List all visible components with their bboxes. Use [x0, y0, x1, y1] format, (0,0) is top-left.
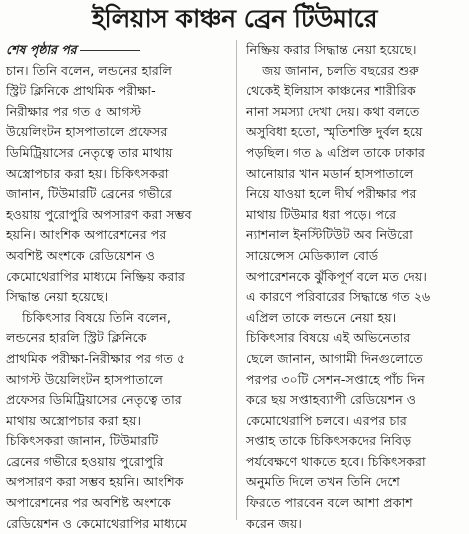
text-line: সিদ্ধান্ত নেয়া হয়েছে।: [6, 289, 109, 305]
right-column: [246, 40, 468, 534]
text-line: এপ্রিল তাকে লন্ডনে নেয়া হয়।: [246, 309, 397, 325]
text-line: নানা সমস্যা দেখা দেয়। কথা বলতে: [246, 103, 420, 119]
continued-rule: [80, 50, 140, 51]
text-line: এ কারণে পরিবারের সিদ্ধান্তে গত ২৬: [246, 289, 431, 305]
text-line: থেকেই ইলিয়াস কাঞ্চনের শারীরিক: [246, 83, 416, 99]
text-line: কেমোথেরাপির মাধ্যমে নিষ্ক্রিয় করার: [6, 268, 185, 284]
text-line: অস্ত্রোপচার করা হয়। চিকিৎসকরা: [6, 165, 169, 181]
text-line: অবশিষ্ট অংশকে রেডিয়েশন ও: [6, 247, 155, 263]
text-line: জয় জানান, চলতি বছরের শুরু: [246, 62, 419, 78]
text-line: চিকিৎসকরা জানান, টিউমারটি: [6, 433, 159, 449]
text-line: নিরীক্ষার পর গত ৫ আগস্ট: [6, 103, 142, 119]
text-line: মাথায় অস্ত্রোপচার করা হয়।: [6, 412, 142, 428]
headline: ইলিয়াস কাঞ্চন ব্রেন টিউমারে: [92, 4, 377, 33]
text-line: আনোয়ার খান মডার্ন হাসপাতালে: [246, 165, 414, 181]
text-line: সায়েন্সেস মেডিক্যাল বোর্ড: [246, 247, 379, 263]
text-line: হওয়ায় পুরোপুরি অপসারণ করা সম্ভব: [6, 206, 192, 222]
continued-from-label: [6, 40, 228, 61]
left-column: [6, 40, 228, 534]
text-line: করে ছয় সপ্তাহব্যাপী রেডিয়েশন ও: [246, 392, 417, 408]
text-line: পরপর ৩০টি সেশন-সপ্তাহে পাঁচ দিন: [246, 371, 425, 387]
text-line: চিকিৎসার বিষয়ে এই অভিনেতার: [246, 330, 411, 346]
text-line: কেমোথেরাপি চলবে। এরপর চার: [246, 412, 407, 428]
text-line: মাথায় টিউমার ধরা পড়ে। পরে: [246, 206, 397, 222]
text-line: জানান, টিউমারটি ব্রেনের গভীরে: [6, 186, 172, 202]
text-line: অসুবিধা হতো, স্মৃতিশক্তি দুর্বল হয়ে: [246, 124, 423, 140]
text-line: আগস্ট উয়েলিংটন হাসপাতালে: [6, 371, 163, 387]
text-line: ন্যাশনাল ইনস্টিটিউট অব নিউরো: [246, 227, 413, 243]
text-line: অপারেশনের পর অবশিষ্ট অংশকে: [6, 495, 171, 511]
text-line: অনুমতি দিলে তখন তিনি দেশে: [246, 474, 400, 490]
text-line: সপ্তাহ তাকে চিকিৎসকদের নিবিড়: [246, 433, 412, 449]
text-line: ব্রেনের গভীরে হওয়ায় পুরোপুরি: [6, 453, 164, 469]
text-line: চিকিৎসার বিষয়ে তিনি বলেন,: [6, 309, 171, 325]
text-line: নিয়ে যাওয়া হলে দীর্ঘ পরীক্ষার পর: [246, 186, 417, 202]
text-line: ফিরতে পারবেন বলে আশা প্রকাশ: [246, 495, 413, 511]
text-line: ডিমিট্রিয়াসের নেতৃত্বে তার মাথায়: [6, 144, 173, 160]
text-line: নিষ্ক্রিয় করার সিদ্ধান্ত নেয়া হয়েছে।: [246, 42, 417, 57]
text-line: পর্যবেক্ষণে থাকতে হবে। চিকিৎসকরা: [246, 453, 426, 469]
text-line: পড়ছিল। গত ৯ এপ্রিল তাকে ঢাকার: [246, 144, 425, 160]
text-line: স্ট্রিট ক্লিনিকে প্রাথমিক পরীক্ষা-: [6, 83, 156, 99]
text-line: প্রাথমিক পরীক্ষা-নিরীক্ষার পর গত ৫: [6, 350, 186, 366]
text-line: হয়নি। আংশিক অপারেশনের পর: [6, 227, 167, 243]
text-line: ছেলে জানান, আগামী দিনগুলোতে: [246, 350, 423, 366]
text-line: রেডিয়েশন ও কেমোথেরাপির মাধ্যমে: [6, 515, 187, 531]
continued-from-text: শেষ পৃষ্ঠার পর: [6, 42, 77, 57]
text-line: চান। তিনি বলেন, লন্ডনের হারলি: [6, 62, 172, 78]
text-line: অপসারণ করা সম্ভব হয়নি। আংশিক: [6, 474, 184, 490]
text-line: উয়েলিংটন হাসপাতালে প্রফেসর: [6, 124, 168, 140]
text-line: করেন জয়।: [246, 515, 302, 531]
text-line: লন্ডনের হারলি স্ট্রিট ক্লিনিকে: [6, 330, 147, 346]
text-line: অপারেশনকে ঝুঁকিপূর্ণ বলে মত দেয়।: [246, 268, 427, 284]
text-line: প্রফেসর ডিমিট্রিয়াসের নেতৃত্বে তার: [6, 392, 182, 408]
column-divider: [236, 40, 237, 520]
